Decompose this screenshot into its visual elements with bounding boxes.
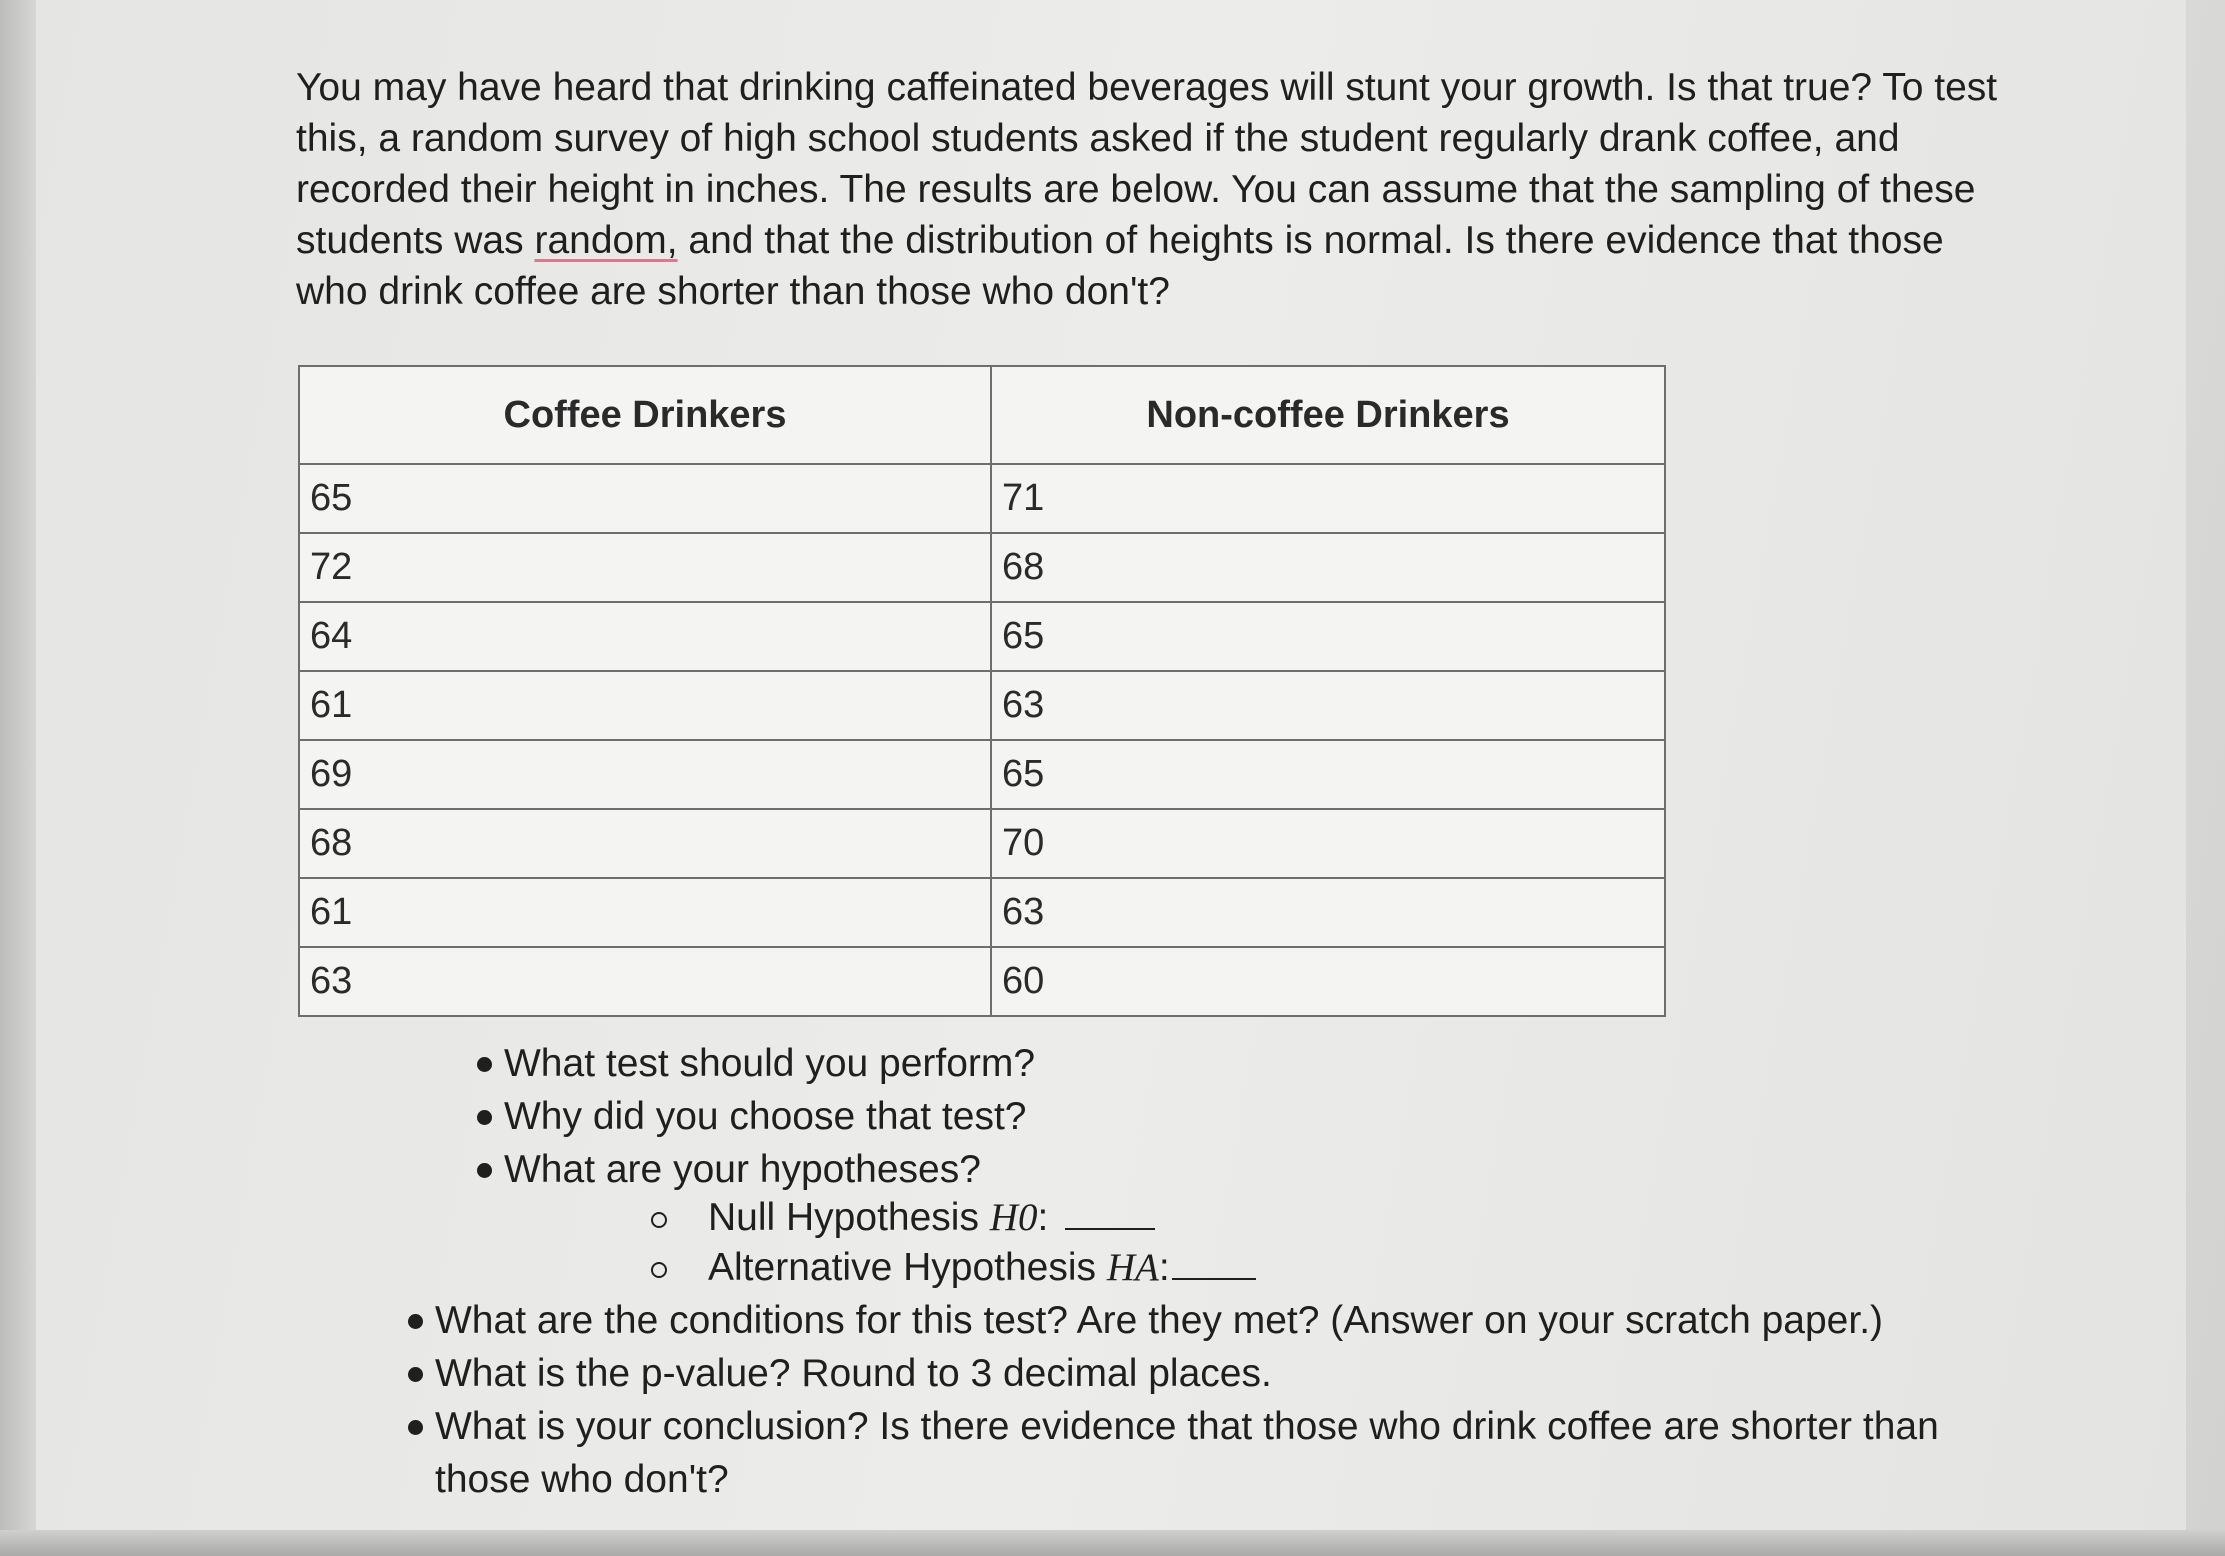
- coffee-height-cell: 61: [299, 671, 991, 740]
- bullet-icon: [408, 1367, 423, 1382]
- coffee-height-cell: 61: [299, 878, 991, 947]
- hypothesis-symbol: HA: [1106, 1246, 1159, 1289]
- question-list-inner: [504, 1037, 1035, 1196]
- table-row: [299, 947, 1665, 1016]
- coffee-height-cell: 65: [299, 464, 991, 533]
- table-row: [299, 671, 1665, 740]
- coffee-height-cell: 68: [299, 809, 991, 878]
- table-row: [299, 464, 1665, 533]
- problem-text-start: You may have heard that drinking caffeinated beverages will stunt your growth. Is that true? To test this, a random survey of high school students asked if the student regularly drank coffee, and recorded their height in inches. The results are below. You can assume that the sampling of these students was: [296, 66, 1998, 262]
- bullet-icon: [408, 1314, 423, 1329]
- table-row: [299, 809, 1665, 878]
- non-coffee-height-cell: 70: [991, 809, 1665, 878]
- non-coffee-height-cell: 68: [991, 533, 1665, 602]
- hypotheses-list: [708, 1193, 1256, 1293]
- question-list-outer: [435, 1294, 2035, 1506]
- bullet-icon: [477, 1163, 492, 1178]
- spellcheck-word: random,: [534, 219, 678, 262]
- document-page: [36, 0, 2186, 1530]
- coffee-height-cell: 64: [299, 602, 991, 671]
- bullet-icon: [477, 1057, 492, 1072]
- hypothesis-label: Alternative Hypothesis: [708, 1246, 1107, 1289]
- question-text: What are your hypotheses?: [504, 1148, 981, 1191]
- coffee-height-cell: 72: [299, 533, 991, 602]
- list-item: [504, 1090, 1035, 1143]
- answer-blank[interactable]: [1065, 1198, 1155, 1230]
- question-text: What is the p-value? Round to 3 decimal places.: [435, 1352, 1272, 1395]
- height-data-table: [298, 365, 1666, 1017]
- hollow-bullet-icon: [651, 1262, 667, 1278]
- question-text: Why did you choose that test?: [504, 1095, 1027, 1138]
- non-coffee-height-cell: 65: [991, 740, 1665, 809]
- question-text: What are the conditions for this test? Are they met? (Answer on your scratch paper.): [435, 1299, 1884, 1342]
- bullet-icon: [477, 1110, 492, 1125]
- question-text: What is your conclusion? Is there evidence that those who drink coffee are shorter than those who don't?: [435, 1405, 1939, 1501]
- hypothesis-suffix: :: [1037, 1196, 1060, 1239]
- monitor-edge: [0, 0, 36, 1556]
- hollow-bullet-icon: [651, 1212, 667, 1228]
- hypothesis-label: Null Hypothesis: [708, 1196, 990, 1239]
- problem-statement: [296, 62, 2016, 317]
- hypothesis-suffix: :: [1158, 1246, 1170, 1289]
- non-coffee-height-cell: 63: [991, 878, 1665, 947]
- header-non-coffee-drinkers: Non-coffee Drinkers: [991, 366, 1665, 464]
- coffee-height-cell: 69: [299, 740, 991, 809]
- list-item: [435, 1347, 2035, 1400]
- non-coffee-height-cell: 65: [991, 602, 1665, 671]
- monitor-bottom-edge: [0, 1530, 2225, 1556]
- list-item: [504, 1037, 1035, 1090]
- hypothesis-symbol: H0: [989, 1196, 1038, 1239]
- list-item: [504, 1143, 1035, 1196]
- coffee-height-cell: 63: [299, 947, 991, 1016]
- list-item: [708, 1243, 1256, 1293]
- list-item: [708, 1193, 1256, 1243]
- non-coffee-height-cell: 71: [991, 464, 1665, 533]
- list-item: [435, 1294, 2035, 1347]
- list-item: [435, 1400, 2035, 1506]
- problem-text-end: and that the distribution of heights is normal. Is there evidence that those who drink coffee are shorter than those who don't?: [296, 219, 1944, 313]
- table-row: [299, 878, 1665, 947]
- table-row: [299, 602, 1665, 671]
- table-row: [299, 533, 1665, 602]
- table-header-row: [299, 366, 1665, 464]
- non-coffee-height-cell: 60: [991, 947, 1665, 1016]
- non-coffee-height-cell: 63: [991, 671, 1665, 740]
- question-text: What test should you perform?: [504, 1042, 1036, 1085]
- header-coffee-drinkers: Coffee Drinkers: [299, 366, 991, 464]
- bullet-icon: [408, 1420, 423, 1435]
- table-row: [299, 740, 1665, 809]
- answer-blank[interactable]: [1172, 1248, 1256, 1280]
